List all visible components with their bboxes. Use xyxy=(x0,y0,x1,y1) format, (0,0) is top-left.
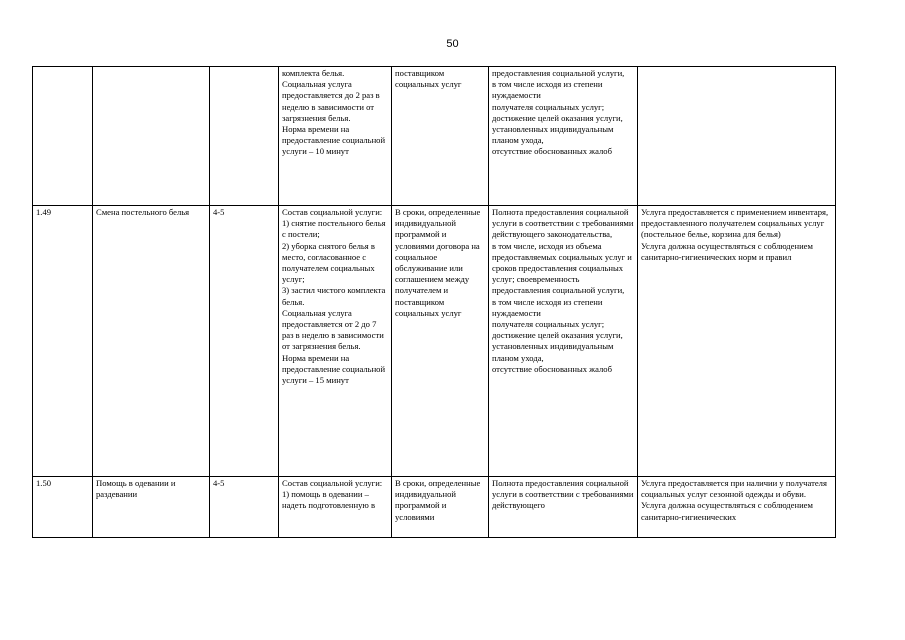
cell-code: 4-5 xyxy=(210,206,279,477)
cell-criteria: предоставления социальной услуги, в том числе исходя из степени нуждаемости получателя социальных услуг; достижение целей оказания услуги, установленных индивидуальным планом ухода, отсутствие обоснованных жалоб xyxy=(489,67,638,206)
cell-terms: В сроки, определенные индивидуальной программой и условиями договора на социальное обслуживание или соглашением между получателем и поставщиком социальных услуг xyxy=(392,206,489,477)
table-row xyxy=(33,67,836,206)
cell-content: Состав социальной услуги: 1) помощь в одевании – надеть подготовленную в xyxy=(279,477,392,538)
cell-terms: В сроки, определенные индивидуальной программой и условиями xyxy=(392,477,489,538)
cell-terms: поставщиком социальных услуг xyxy=(392,67,489,206)
cell-code xyxy=(210,67,279,206)
cell-num: 1.50 xyxy=(33,477,93,538)
cell-num xyxy=(33,67,93,206)
cell-conditions: Услуга предоставляется с применением инвентаря, предоставленного получателем социальных услуг (постельное белье, корзина для белья) Услуга должна осуществляться с соблюдением санитарно-гигиенических норм и правил xyxy=(638,206,836,477)
cell-conditions: Услуга предоставляется при наличии у получателя социальных услуг сезонной одежды и обуви. Услуга должна осуществляться с соблюдением санитарно-гигиенических xyxy=(638,477,836,538)
cell-name: Смена постельного белья xyxy=(93,206,210,477)
table-row xyxy=(33,477,836,538)
cell-content: комплекта белья. Социальная услуга предоставляется до 2 раз в неделю в зависимости от загрязнения белья. Норма времени на предоставление социальной услуги – 10 минут xyxy=(279,67,392,206)
cell-name xyxy=(93,67,210,206)
page-number: 50 xyxy=(446,38,459,50)
cell-criteria: Полнота предоставления социальной услуги в соответствии с требованиями действующего законодательства, в том числе, исходя из объема предоставляемых социальных услуг и сроков предоставления социальных услуг; своевременность предоставления социальной услуги, в том числе исходя из степени нуждаемости получателя социальных услуг; достижение целей оказания услуги, установленных индивидуальным планом ухода, отсутствие обоснованных жалоб xyxy=(489,206,638,477)
cell-conditions xyxy=(638,67,836,206)
cell-name: Помощь в одевании и раздевании xyxy=(93,477,210,538)
table-row xyxy=(33,206,836,477)
cell-criteria: Полнота предоставления социальной услуги в соответствии с требованиями действующего xyxy=(489,477,638,538)
cell-content: Состав социальной услуги: 1) снятие постельного белья с постели; 2) уборка снятого белья в место, согласованное с получателем социальных услуг; 3) застил чистого комплекта белья. Социальная услуга предоставляется от 2 до 7 раз в неделю в зависимости от загрязнения белья. Норма времени на предоставление социальной услуги – 15 минут xyxy=(279,206,392,477)
cell-num: 1.49 xyxy=(33,206,93,477)
cell-code: 4-5 xyxy=(210,477,279,538)
services-table xyxy=(32,66,836,538)
